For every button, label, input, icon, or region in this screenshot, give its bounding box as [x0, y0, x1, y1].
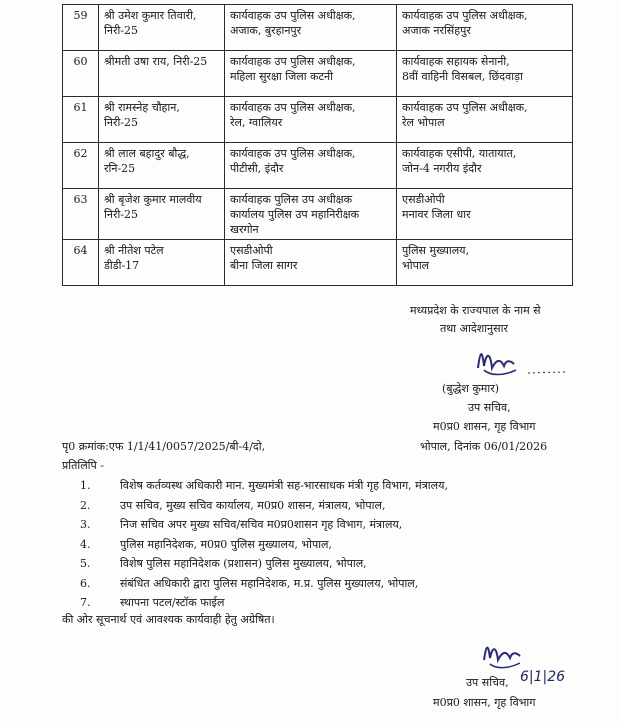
officer-name-cell [99, 240, 225, 286]
initials-image [478, 636, 558, 672]
reference-number: पृ0 क्रमांक:एफ 1/1/41/0057/2025/बी-4/दो, [62, 440, 266, 453]
new-posting-line: जोन-4 नगरीय इंदौर [402, 162, 482, 175]
new-posting-cell [397, 189, 573, 240]
new-posting-cell [397, 5, 573, 51]
serial-cell: 60 [63, 51, 99, 97]
list-item-number: 4. [80, 538, 91, 551]
current-posting-cell [225, 97, 397, 143]
officer-name-cell [99, 143, 225, 189]
list-item [80, 556, 367, 571]
copy-label: प्रतिलिपि - [62, 459, 104, 472]
officer-name-line: निरी-25 [104, 24, 139, 37]
list-item-number: 2. [80, 499, 91, 512]
closing-line: की ओर सूचनार्थ एवं आवश्यक कार्यवाही हेतु अग्रेषित। [62, 613, 275, 626]
list-item-number: 6. [80, 577, 91, 590]
footer-department: म0प्र0 शासन, गृह विभाग [433, 696, 536, 709]
current-posting-line: खरगोन [230, 223, 259, 236]
list-item-number: 1. [80, 479, 91, 492]
footer-designation: उप सचिव, [466, 676, 509, 689]
list-item [80, 517, 402, 532]
new-posting-line: 8वीं वाहिनी विसबल, छिंदवाड़ा [402, 70, 523, 83]
current-posting-line: कार्यवाहक उप पुलिस अधीक्षक, [230, 147, 356, 160]
handwritten-date: 6|1|26 [520, 669, 566, 685]
list-item-text: निज सचिव अपर मुख्य सचिव/सचिव म0प्र0शासन गृह विभाग, मंत्रालय, [120, 518, 403, 531]
officer-name-line: श्री नीतेश पटेल [104, 244, 164, 257]
officer-name-line: डीडी-17 [104, 259, 140, 272]
current-posting-cell [225, 143, 397, 189]
table-row [63, 189, 573, 240]
current-posting-line: महिला सुरक्षा जिला कटनी [230, 70, 333, 83]
current-posting-line: बीना जिला सागर [230, 259, 298, 272]
new-posting-line: मनावर जिला धार [402, 208, 471, 221]
list-item-text: विशेष कर्तव्यस्थ अधिकारी मान. मुख्यमंत्री सह-भारसाधक मंत्री गृह विभाग, मंत्रालय, [120, 479, 448, 492]
list-item-text: पुलिस महानिदेशक, म0प्र0 पुलिस मुख्यालय, भोपाल, [120, 538, 332, 551]
current-posting-cell [225, 51, 397, 97]
new-posting-line: एसडीओपी [402, 193, 445, 206]
table-row [63, 240, 573, 286]
governor-order-line: मध्यप्रदेश के राज्यपाल के नाम से [410, 304, 541, 317]
new-posting-line: पुलिस मुख्यालय, [402, 244, 470, 257]
list-item-text: स्थापना पटल/स्टॉक फाईल [120, 596, 225, 609]
list-item [80, 478, 448, 493]
place-date: भोपाल, दिनांक 06/01/2026 [420, 440, 548, 453]
list-item [80, 498, 385, 513]
new-posting-cell [397, 143, 573, 189]
current-posting-line: एसडीओपी [230, 244, 273, 257]
serial-cell: 62 [63, 143, 99, 189]
new-posting-line: रेल भोपाल [402, 116, 445, 129]
new-posting-cell [397, 51, 573, 97]
list-item [80, 537, 332, 552]
list-item-text: उप सचिव, मुख्य सचिव कार्यालय, म0प्र0 शासन, मंत्रालय, भोपाल, [120, 499, 386, 512]
serial-cell: 63 [63, 189, 99, 240]
officer-name-cell [99, 5, 225, 51]
new-posting-line: कार्यवाहक एसीपी, यातायात, [402, 147, 517, 160]
officer-name-cell [99, 97, 225, 143]
current-posting-cell [225, 5, 397, 51]
new-posting-line: कार्यवाहक उप पुलिस अधीक्षक, [402, 9, 528, 22]
serial-cell: 59 [63, 5, 99, 51]
officer-name-line: श्री बृजेश कुमार मालवीय [104, 193, 202, 206]
signatory-name: (बुद्धेश कुमार) [442, 382, 500, 395]
list-item-number: 5. [80, 557, 91, 570]
officer-name-line: श्री लाल बहादुर बौद्ध, [104, 147, 190, 160]
table-row [63, 97, 573, 143]
new-posting-line: कार्यवाहक सहायक सेनानी, [402, 55, 510, 68]
table-row [63, 143, 573, 189]
current-posting-line: कार्यवाहक उप पुलिस अधीक्षक, [230, 101, 356, 114]
current-posting-line: कार्यालय पुलिस उप महानिरीक्षक [230, 208, 360, 221]
current-posting-cell [225, 189, 397, 240]
list-item [80, 595, 224, 610]
list-item [80, 576, 418, 591]
list-item-text: संबंधित अधिकारी द्वारा पुलिस महानिदेशक, म.प्र. पुलिस मुख्यालय, भोपाल, [120, 577, 419, 590]
officer-name-line: श्रीमती उषा राय, निरी-25 [104, 55, 208, 68]
table-row [63, 5, 573, 51]
current-posting-line: अजाक, बुरहानपुर [230, 24, 302, 37]
officer-name-cell [99, 189, 225, 240]
current-posting-line: कार्यवाहक उप पुलिस अधीक्षक, [230, 9, 356, 22]
current-posting-line: पीटीसी, इंदौर [230, 162, 284, 175]
new-posting-cell [397, 240, 573, 286]
list-item-number: 3. [80, 518, 91, 531]
officer-name-line: श्री रामस्नेह चौहान, [104, 101, 180, 114]
signatory-designation: उप सचिव, [468, 401, 511, 414]
table-row [63, 51, 573, 97]
order-line: तथा आदेशानुसार [440, 322, 508, 335]
signature-image [470, 340, 580, 385]
serial-cell: 64 [63, 240, 99, 286]
current-posting-cell [225, 240, 397, 286]
officer-name-line: श्री उमेश कुमार तिवारी, [104, 9, 197, 22]
list-item-number: 7. [80, 596, 91, 609]
officer-name-line: रनि-25 [104, 162, 136, 175]
new-posting-line: अजाक नरसिंहपुर [402, 24, 471, 37]
officer-name-cell [99, 51, 225, 97]
new-posting-line: कार्यवाहक उप पुलिस अधीक्षक, [402, 101, 528, 114]
officer-name-line: निरी-25 [104, 116, 139, 129]
transfer-table [62, 4, 573, 286]
current-posting-line: कार्यवाहक पुलिस उप अधीक्षक [230, 193, 353, 206]
list-item-text: विशेष पुलिस महानिदेशक (प्रशासन) पुलिस मुख्यालय, भोपाल, [120, 557, 367, 570]
current-posting-line: कार्यवाहक उप पुलिस अधीक्षक, [230, 55, 356, 68]
new-posting-line: भोपाल [402, 259, 430, 272]
signatory-department: म0प्र0 शासन, गृह विभाग [433, 420, 536, 433]
serial-cell: 61 [63, 97, 99, 143]
officer-name-line: निरी-25 [104, 208, 139, 221]
current-posting-line: रेल, ग्वालियर [230, 116, 283, 129]
new-posting-cell [397, 97, 573, 143]
